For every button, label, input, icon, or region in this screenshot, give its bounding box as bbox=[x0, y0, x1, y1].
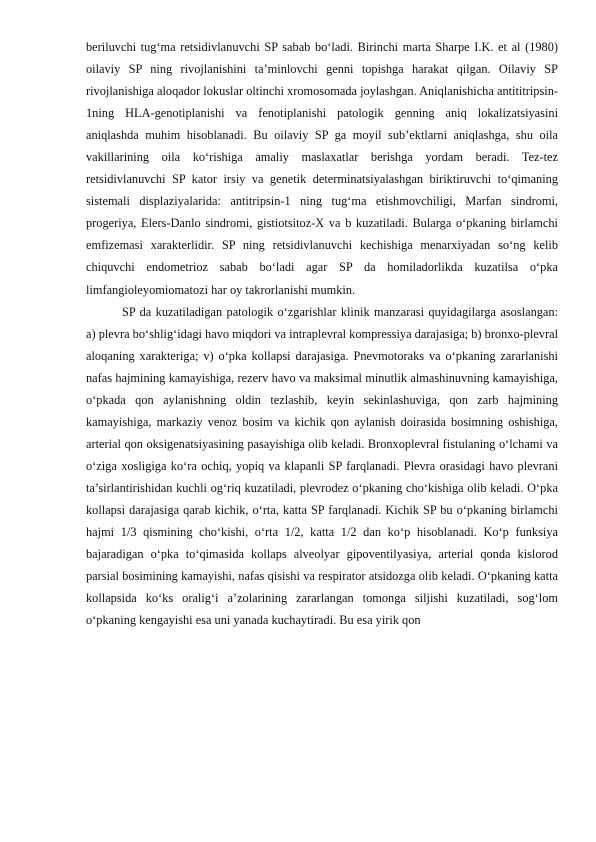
paragraph-1: beriluvchi tug‘ma retsidivlanuvchi SP sabab bo‘ladi. Birinchi marta Sharpe I.K. et al (1980) oilaviy SP ning rivojlanishini ta’minlovchi genni topishga harakat qilgan. Oilaviy SP rivojlanishiga aloqador lokuslar oltinchi xromosomada joylashgan. Aniqlanishicha antititripsin-1ning HLA-genotiplanishi va fenotiplanishi patologik genning aniq lokalizatsiyasini aniqlashda muhim hisoblanadi. Bu oilaviy SP ga moyil sub’ektlarni aniqlashga, shu oila vakillarining oila ko‘rishiga amaliy maslaxatlar berishga yordam beradi. Tez-tez retsidivlanuvchi SP kator irsiy va genetik determinatsiyalashgan biriktiruvchi to‘qimaning sistemali displaziyalarida: antitripsin-1 ning tug‘ma etishmovchiligi, Marfan sindromi, progeriya, Elers-Danlo sindromi, gistiotsitoz-X va b kuzatiladi. Bularga o‘pkaning birlamchi emfizemasi xarakterlidir. SP ning retsidivlanuvchi kechishiga menarxiyadan so‘ng kelib chiquvchi endometrioz sabab bo‘ladi agar SP da homiladorlikda kuzatilsa o‘pka limfangioleyomiomatozi har oy takrorlanishi mumkin. bbox=[86, 40, 558, 297]
body-text bbox=[86, 36, 558, 631]
paragraph-2: SP da kuzatiladigan patologik o‘zgarishlar klinik manzarasi quyidagilarga asoslangan: a) plevra bo‘shlig‘idagi havo miqdori va intraplevral kompressiya darajasiga; b) bronxo-plevral aloqaning xarakteriga; v) o‘pka kollapsi darajasiga. Pnevmotoraks va o‘pkaning zararlanishi nafas hajmining kamayishiga, rezerv havo va maksimal minutlik almashinuvning kamayishiga, o‘pkada qon aylanishning oldin tezlashib, keyin sekinlashuviga, qon zarb hajmining kamayishiga, markaziy venoz bosim va kichik qon aylanish doirasida bosimning oshishiga, arterial qon oksigenatsiyasining pasayishiga olib keladi. Bronxoplevral fistulaning o‘lchami va o‘ziga xosligiga ko‘ra ochiq, yopiq va klapanli SP farqlanadi. Plevra orasidagi havo plevrani ta’sirlantirishidan kuchli og‘riq kuzatiladi, plevrodez o‘pkaning cho‘kishiga olib keladi. O‘pka kollapsi darajasiga qarab kichik, o‘rta, katta SP farqlanadi. Kichik SP bu o‘pkaning birlamchi hajmi 1/3 qismining cho‘kishi, o‘rta 1/2, katta 1/2 dan ko‘p hisoblanadi. Ko‘p funksiya bajaradigan o‘pka to‘qimasida kollaps alveolyar gipoventilyasiya, arterial qonda kislorod parsial bosimining kamayishi, nafas qisishi va respirator atsidozga olib keladi. O‘pkaning katta kollapsida ko‘ks oralig‘i a’zolarining zararlangan tomonga siljishi kuzatiladi, sog‘lom o‘pkaning kengayishi esa uni yanada kuchaytiradi. Bu esa yirik qon bbox=[86, 304, 558, 628]
